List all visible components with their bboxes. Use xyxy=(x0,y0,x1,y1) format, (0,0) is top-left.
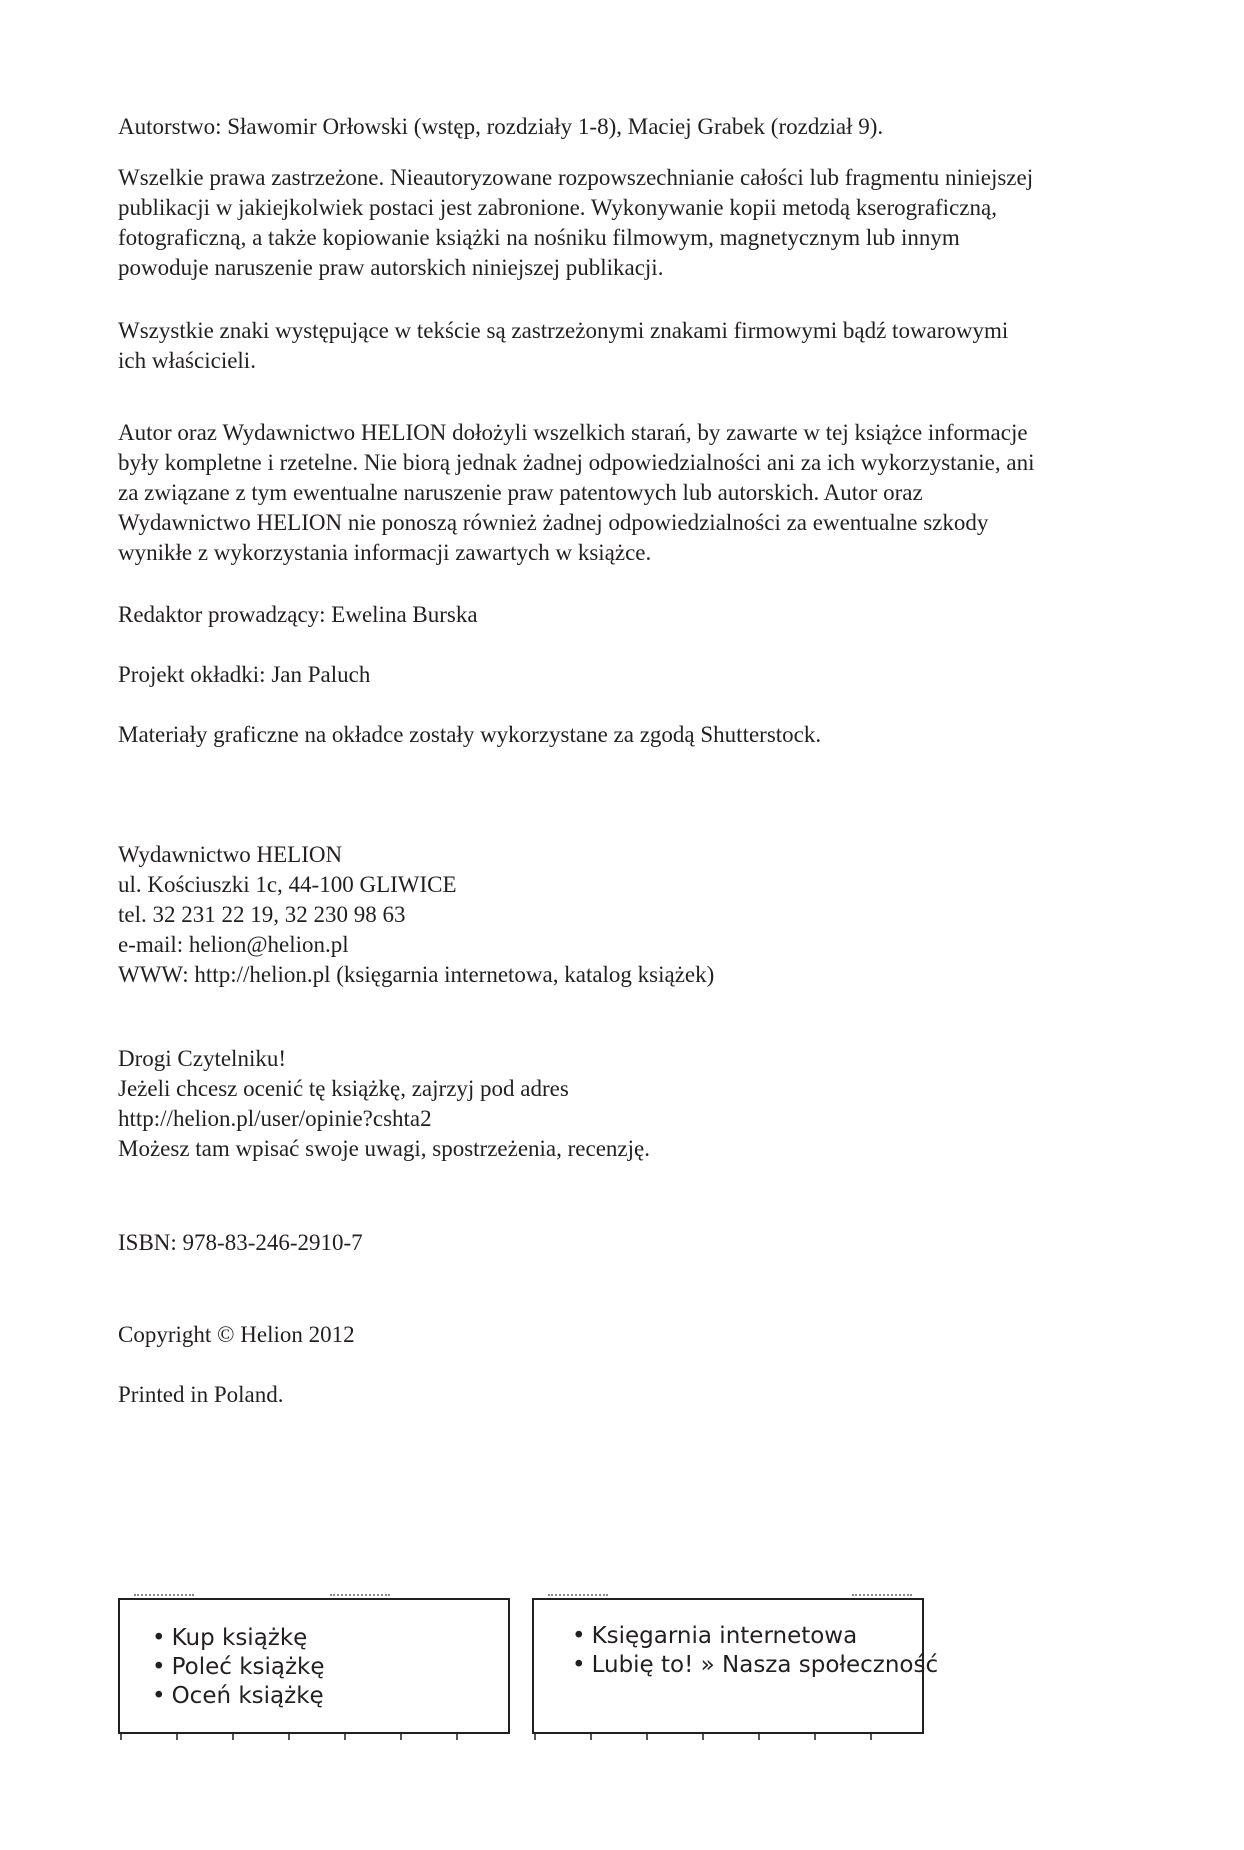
disclaimer-paragraph: Autor oraz Wydawnictwo HELION dołożyli wszelkich starań, by zawarte w tej książce informacje były kompletne i rzetelne. Nie biorą jednak żadnej odpowiedzialności ani za ich wykorzystanie, ani za związane z tym ewentualne naruszenie praw patentowych lub autorskich. Autor oraz Wydawnictwo HELION nie ponoszą również żadnej odpowiedzialności za ewentualne szkody wynikłe z wykorzystania informacji zawartych w książce. xyxy=(118,420,1035,565)
publisher-phone: tel. 32 231 22 19, 32 230 98 63 xyxy=(118,902,406,927)
online-bookstore-link[interactable]: • Księgarnia internetowa xyxy=(572,1622,938,1651)
box-dots-decoration xyxy=(330,1594,390,1598)
box-dots-decoration xyxy=(134,1594,194,1598)
reader-note-block xyxy=(118,1044,1158,1164)
isbn-line: ISBN: 978-83-246-2910-7 xyxy=(118,1230,363,1255)
reader-line-2: Możesz tam wpisać swoje uwagi, spostrzeżenia, recenzję. xyxy=(118,1136,650,1161)
reader-line-1: Jeżeli chcesz ocenić tę książkę, zajrzyj pod adres xyxy=(118,1076,569,1101)
buy-book-link[interactable]: • Kup książkę xyxy=(152,1624,325,1653)
publisher-address: ul. Kościuszki 1c, 44-100 GLIWICE xyxy=(118,872,457,897)
publisher-block xyxy=(118,840,1158,990)
reader-url: http://helion.pl/user/opinie?cshta2 xyxy=(118,1106,432,1131)
publisher-email: e-mail: helion@helion.pl xyxy=(118,932,349,957)
box-dots-decoration xyxy=(852,1594,912,1598)
trademarks-paragraph: Wszystkie znaki występujące w tekście są zastrzeżonymi znakami firmowymi bądź towarowymi ich właścicieli. xyxy=(118,318,1009,373)
link-boxes xyxy=(118,1598,1158,1738)
recommend-book-link[interactable]: • Poleć książkę xyxy=(152,1653,325,1682)
graphics-credit-line: Materiały graficzne na okładce zostały wykorzystane za zgodą Shutterstock. xyxy=(118,722,822,747)
box-ticks-decoration xyxy=(534,1734,922,1740)
printed-line: Printed in Poland. xyxy=(118,1382,284,1407)
community-link[interactable]: • Lubię to! » Nasza społeczność xyxy=(572,1651,938,1680)
publisher-www: WWW: http://helion.pl (księgarnia internetowa, katalog książek) xyxy=(118,962,715,987)
rights-paragraph: Wszelkie prawa zastrzeżone. Nieautoryzowane rozpowszechnianie całości lub fragmentu niniejszej publikacji w jakiejkolwiek postaci jest zabronione. Wykonywanie kopii metodą kserograficzną, fotograficzną, a także kopiowanie książki na nośniku filmowym, magnetycznym lub innym powoduje naruszenie praw autorskich niniejszej publikacji. xyxy=(118,165,1034,280)
rate-book-link[interactable]: • Oceń książkę xyxy=(152,1682,325,1711)
authorship-paragraph: Autorstwo: Sławomir Orłowski (wstęp, rozdziały 1-8), Maciej Grabek (rozdział 9). xyxy=(118,114,884,139)
editor-line: Redaktor prowadzący: Ewelina Burska xyxy=(118,602,478,627)
publisher-name: Wydawnictwo HELION xyxy=(118,842,343,867)
copyright-line: Copyright © Helion 2012 xyxy=(118,1322,355,1347)
cover-design-line: Projekt okładki: Jan Paluch xyxy=(118,662,371,687)
book-actions-list xyxy=(152,1624,325,1711)
box-ticks-decoration xyxy=(120,1734,508,1740)
reader-greeting: Drogi Czytelniku! xyxy=(118,1046,286,1071)
community-box xyxy=(532,1598,939,1734)
community-links-list xyxy=(572,1622,938,1680)
box-dots-decoration xyxy=(548,1594,608,1598)
book-actions-box xyxy=(118,1598,510,1734)
